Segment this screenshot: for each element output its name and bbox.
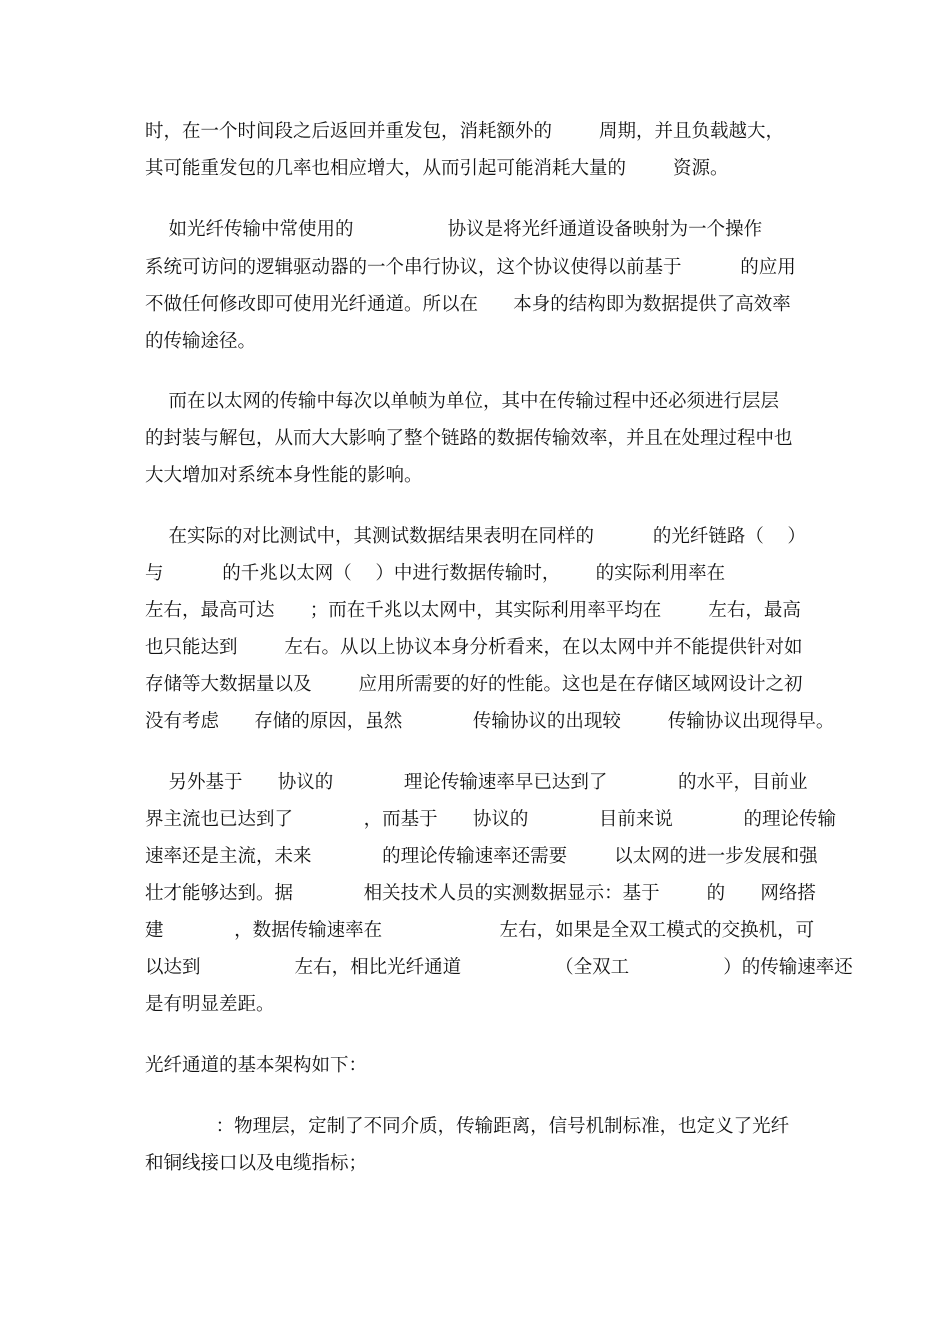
paragraph-4-line-4: 也只能达到 左右。从以上协议本身分析看来，在以太网中并不能提供针对如 <box>145 637 803 658</box>
paragraph-4-line-1: 在实际的对比测试中，其测试数据结果表明在同样的 的光纤链路（ ） <box>145 526 806 547</box>
paragraph-7-line-1: ：物理层，定制了不同介质，传输距离，信号机制标准，也定义了光纤 <box>145 1116 790 1137</box>
paragraph-2-line-2: 系统可访问的逻辑驱动器的一个串行协议，这个协议使得以前基于 的应用 <box>145 257 796 278</box>
paragraph-2-line-4: 的传输途径。 <box>145 331 257 352</box>
paragraph-2-line-3: 不做任何修改即可使用光纤通道。所以在 本身的结构即为数据提供了高效率 <box>145 294 791 315</box>
paragraph-5-line-7: 是有明显差距。 <box>145 994 275 1015</box>
paragraph-5-line-5: 建 ，数据传输速率在 左右，如果是全双工模式的交换机，可 <box>145 920 815 941</box>
paragraph-4-line-2: 与 的千兆以太网（ ）中进行数据传输时， 的实际利用率在 <box>145 563 726 584</box>
paragraph-6-line-1: 光纤通道的基本架构如下： <box>145 1055 368 1076</box>
paragraph-1-line-1: 时，在一个时间段之后返回并重发包，消耗额外的 周期，并且负载越大， <box>145 121 785 142</box>
paragraph-4-line-5: 存储等大数据量以及 应用所需要的好的性能。这也是在存储区域网设计之初 <box>145 674 803 695</box>
paragraph-3-line-1: 而在以太网的传输中每次以单帧为单位，其中在传输过程中还必须进行层层 <box>145 391 780 412</box>
paragraph-5-line-1: 另外基于 协议的 理论传输速率早已达到了 的水平，目前业 <box>145 772 808 793</box>
paragraph-5-line-4: 壮才能够达到。据 相关技术人员的实测数据显示：基于 的 网络搭 <box>145 883 816 904</box>
paragraph-2-line-1: 如光纤传输中常使用的 协议是将光纤通道设备映射为一个操作 <box>145 219 763 240</box>
paragraph-5-line-2: 界主流也已达到了 ，而基于 协议的 目前来说 的理论传输 <box>145 809 836 830</box>
paragraph-3-line-2: 的封装与解包，从而大大影响了整个链路的数据传输效率，并且在处理过程中也 <box>145 428 793 449</box>
paragraph-4-line-6: 没有考虑 存储的原因，虽然 传输协议的出现较 传输协议出现得早。 <box>145 711 835 732</box>
paragraph-1-line-2: 其可能重发包的几率也相应增大，从而引起可能消耗大量的 资源。 <box>145 158 729 179</box>
paragraph-5-line-6: 以达到 左右，相比光纤通道 （全双工 ）的传输速率还 <box>145 957 853 978</box>
paragraph-5-line-3: 速率还是主流，未来 的理论传输速率还需要 以太网的进一步发展和强 <box>145 846 818 867</box>
paragraph-4-line-3: 左右，最高可达 ；而在千兆以太网中，其实际利用率平均在 左右，最高 <box>145 600 801 621</box>
paragraph-7-line-2: 和铜线接口以及电缆指标； <box>145 1153 368 1174</box>
paragraph-3-line-3: 大大增加对系统本身性能的影响。 <box>145 465 423 486</box>
